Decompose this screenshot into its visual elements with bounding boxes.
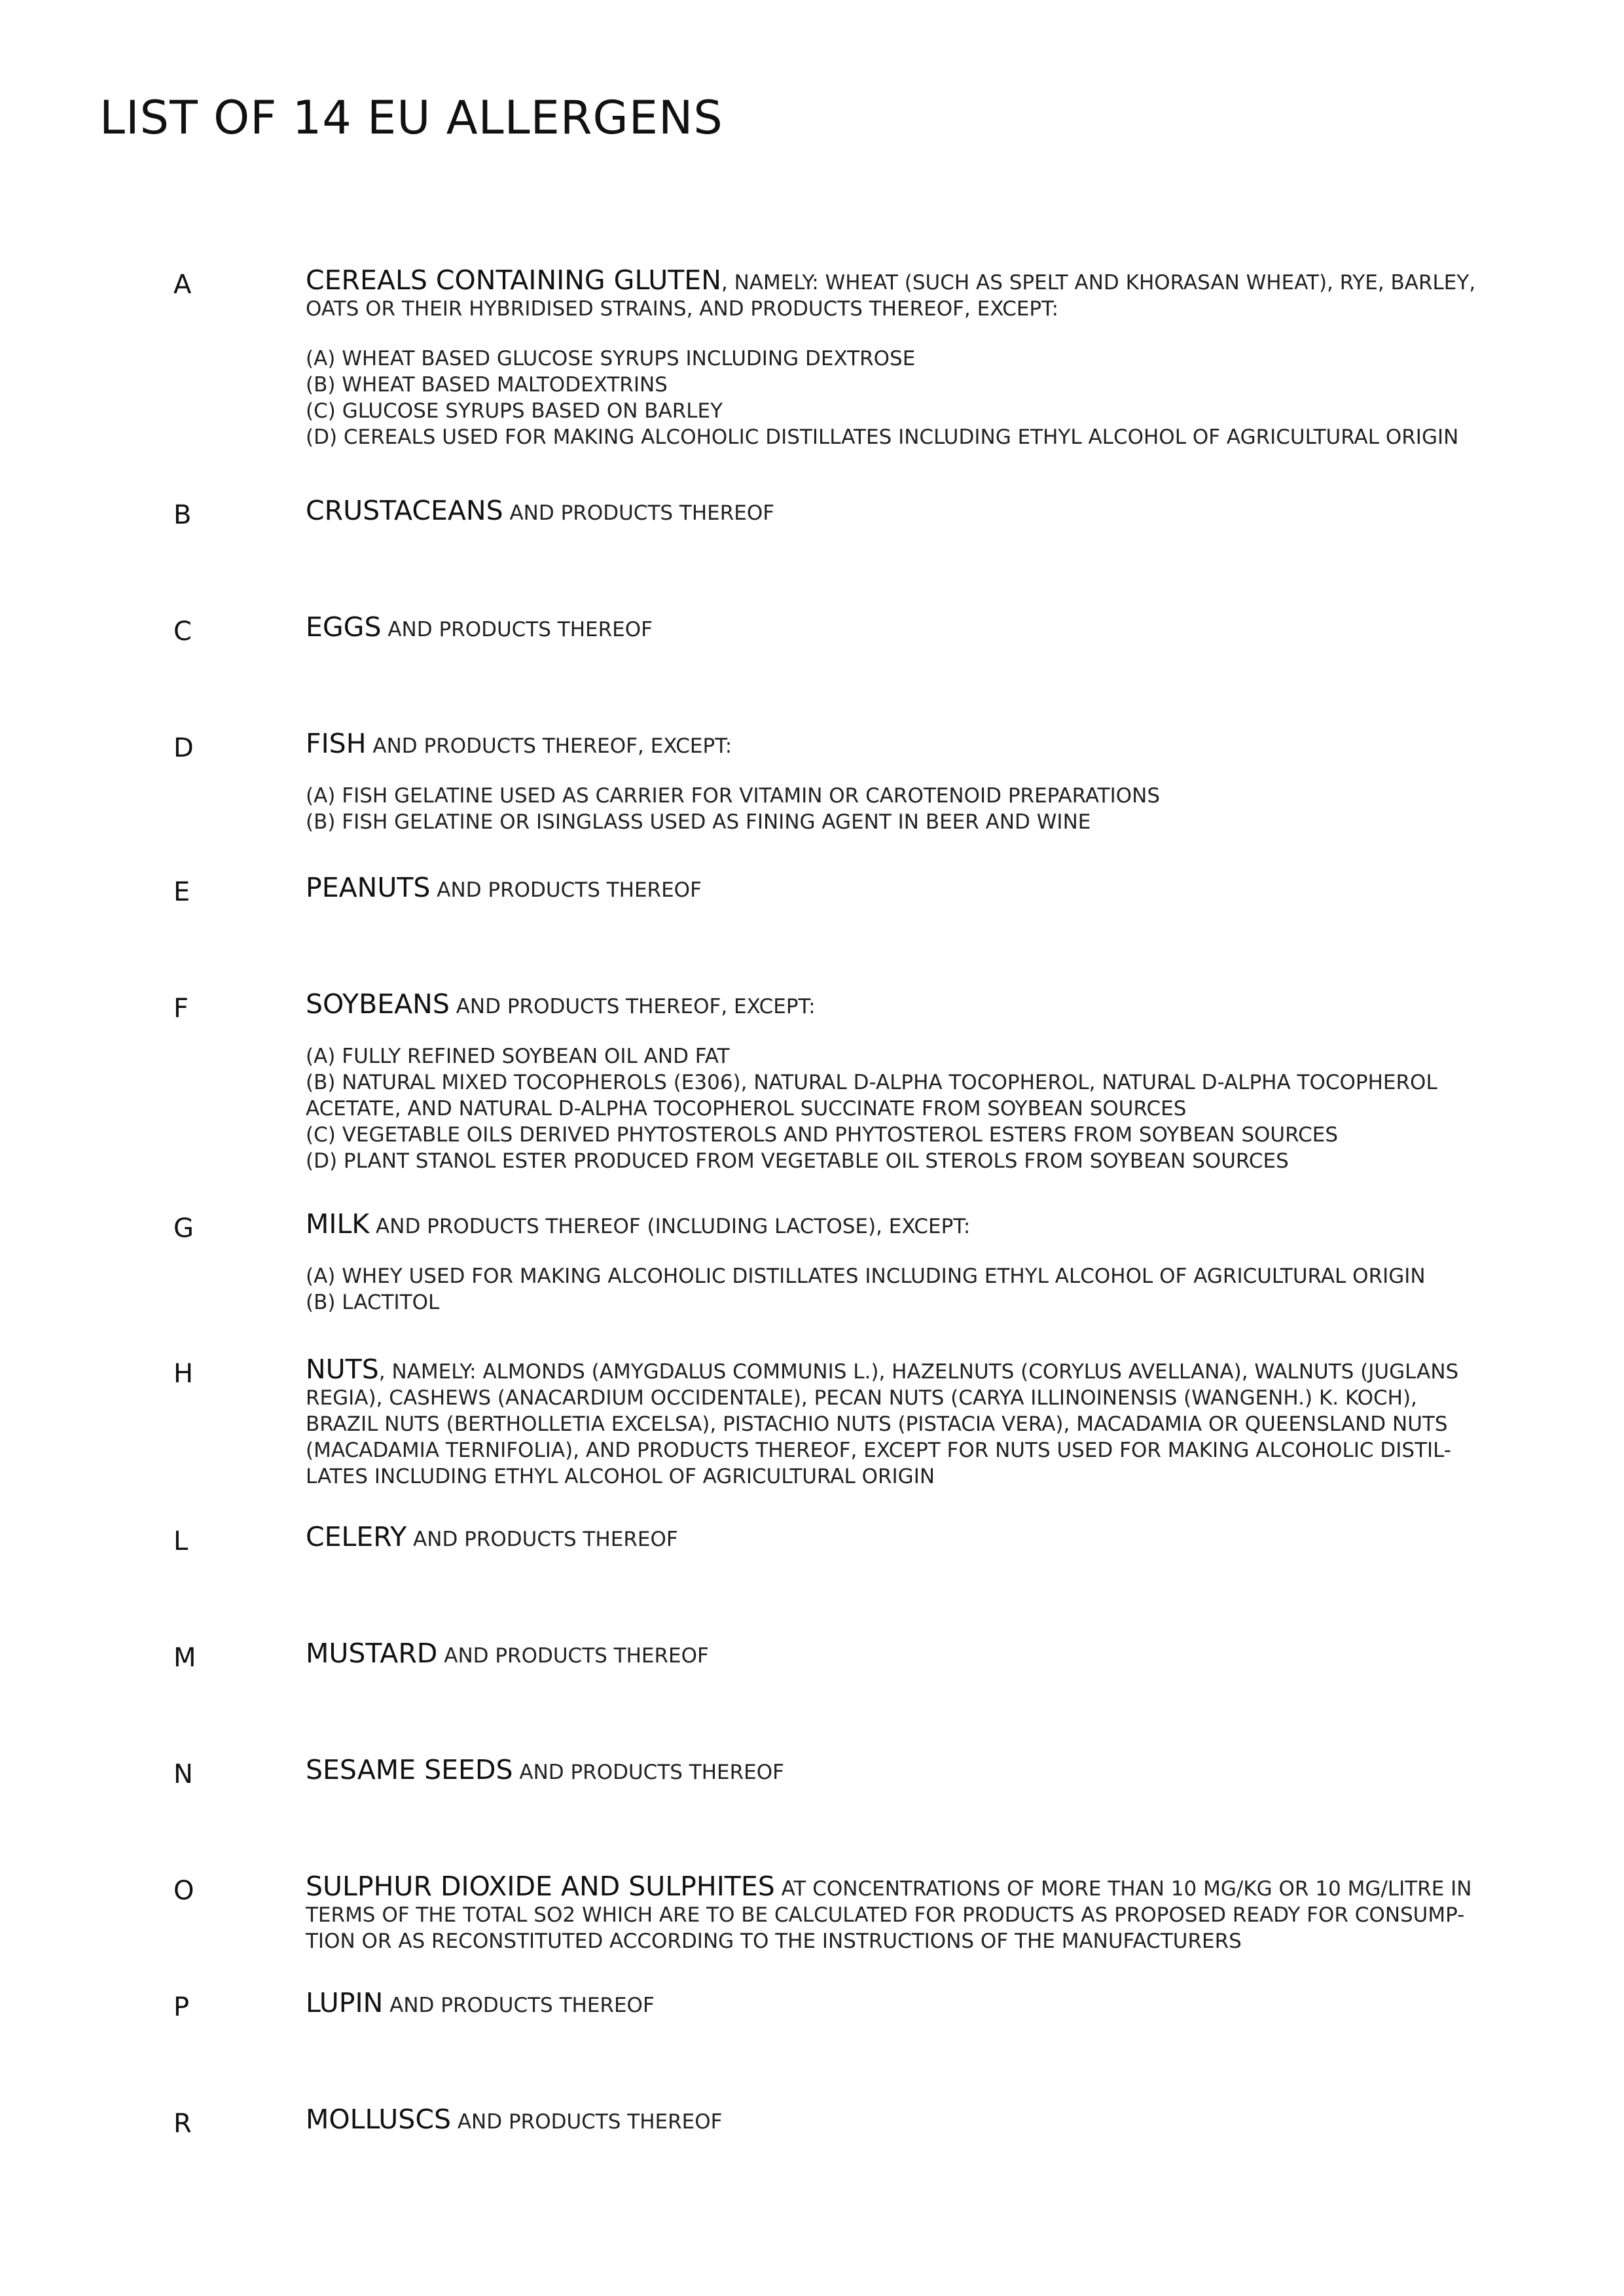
allergen-body bbox=[306, 1873, 1477, 1954]
allergen-body bbox=[306, 1356, 1477, 1490]
exception-item: (B) NATURAL MIXED TOCOPHEROLS (E306), NATURAL D-ALPHA TOCOPHEROL, NATURAL D-ALPHA TOCOPHEROL ACETATE, AND NATURAL D-ALPHA TOCOPHEROL SUCCINATE FROM SOYBEAN SOURCES bbox=[306, 1071, 1437, 1121]
allergen-letter: O bbox=[173, 1876, 194, 1906]
allergen-body bbox=[306, 874, 1477, 903]
allergen-description: AND PRODUCTS THEREOF bbox=[406, 1528, 678, 1551]
allergen-description: AND PRODUCTS THEREOF (INCLUDING LACTOSE), EXCEPT: bbox=[369, 1215, 971, 1238]
allergen-letter: P bbox=[173, 1992, 190, 2022]
allergen-body bbox=[306, 988, 1477, 1174]
allergen-main-text bbox=[306, 730, 1477, 759]
exception-list bbox=[306, 783, 1477, 835]
exception-item: (A) FULLY REFINED SOYBEAN OIL AND FAT bbox=[306, 1045, 730, 1068]
allergen-main-text bbox=[306, 1754, 1477, 1785]
allergen-name: LUPIN bbox=[306, 1987, 384, 2018]
allergen-letter: C bbox=[173, 617, 192, 647]
exception-item: (B) WHEAT BASED MALTODEXTRINS bbox=[306, 373, 668, 397]
allergen-name: MUSTARD bbox=[306, 1638, 438, 1669]
allergen-body bbox=[306, 611, 1477, 643]
allergen-letter: B bbox=[173, 500, 192, 530]
allergen-main-text bbox=[306, 1356, 1477, 1490]
allergen-description: AND PRODUCTS THEREOF bbox=[383, 1994, 655, 2017]
allergen-letter: E bbox=[173, 877, 190, 907]
allergen-body bbox=[306, 1987, 1477, 2018]
allergen-letter: F bbox=[173, 994, 189, 1024]
allergen-body bbox=[306, 1640, 1477, 1669]
allergen-letter: R bbox=[173, 2109, 192, 2139]
allergen-main-text bbox=[306, 1873, 1477, 1954]
allergen-description: AND PRODUCTS THEREOF bbox=[503, 501, 775, 525]
allergen-body bbox=[306, 1521, 1477, 1552]
exception-item: (B) FISH GELATINE OR ISINGLASS USED AS FINING AGENT IN BEER AND WINE bbox=[306, 810, 1091, 834]
allergen-description: AND PRODUCTS THEREOF, EXCEPT: bbox=[449, 995, 816, 1018]
allergen-name: NUTS bbox=[306, 1354, 379, 1385]
allergen-description: AND PRODUCTS THEREOF, EXCEPT: bbox=[366, 734, 732, 758]
allergen-body bbox=[306, 1208, 1477, 1316]
exception-item: (D) CEREALS USED FOR MAKING ALCOHOLIC DISTILLATES INCLUDING ETHYL ALCOHOL OF AGRICULTURAL ORIGIN bbox=[306, 425, 1459, 449]
allergen-name: CEREALS CONTAINING GLUTEN bbox=[306, 264, 721, 296]
allergen-description: AND PRODUCTS THEREOF bbox=[450, 2110, 723, 2134]
allergen-description: AT CONCENTRATIONS OF MORE THAN 10 MG/KG OR 10 MG/LITRE IN TERMS OF THE TOTAL SO2 WHICH ARE TO BE CALCULATED FOR PRODUCTS AS PROPOSED READY FOR CONSUMP-TION OR AS RECONSTITUTED ACCORDING TO THE INSTRUCTIONS OF THE MANUFACTURERS bbox=[306, 1877, 1472, 1953]
allergen-letter: M bbox=[173, 1643, 196, 1673]
allergen-name: CRUSTACEANS bbox=[306, 495, 503, 526]
allergen-description: AND PRODUCTS THEREOF bbox=[381, 618, 653, 641]
allergen-body bbox=[306, 2106, 1477, 2135]
exception-item: (D) PLANT STANOL ESTER PRODUCED FROM VEGETABLE OIL STEROLS FROM SOYBEAN SOURCES bbox=[306, 1149, 1289, 1173]
page-title: LIST OF 14 EU ALLERGENS bbox=[99, 91, 723, 145]
exception-list bbox=[306, 1043, 1477, 1174]
allergen-name: SESAME SEEDS bbox=[306, 1754, 513, 1785]
allergen-letter: A bbox=[173, 270, 192, 300]
allergen-body bbox=[306, 497, 1477, 526]
allergen-name: MILK bbox=[306, 1208, 370, 1240]
allergen-name: EGGS bbox=[306, 611, 382, 643]
allergen-name: PEANUTS bbox=[306, 872, 431, 903]
exception-item: (A) FISH GELATINE USED AS CARRIER FOR VITAMIN OR CAROTENOID PREPARATIONS bbox=[306, 784, 1161, 808]
exception-item: (C) GLUCOSE SYRUPS BASED ON BARLEY bbox=[306, 399, 723, 423]
allergen-description: , NAMELY: ALMONDS (AMYGDALUS COMMUNIS L.), HAZELNUTS (CORYLUS AVELLANA), WALNUTS (JUGLANS REGIA), CASHEWS (ANACARDIUM OCCIDENTALE), PECAN NUTS (CARYA ILLINOINENSIS (WANGENH.) K. KOCH), BRAZIL NUTS (BERTHOLLETIA EXCELSA), PISTACHIO NUTS (PISTACIA VERA), MACADAMIA OR QUEENSLAND NUTS (MACADAMIA TERNIFOLIA), AND PRODUCTS THEREOF, EXCEPT FOR NUTS USED FOR MAKING ALCOHOLIC DISTIL-LATES INCLUDING ETHYL ALCOHOL OF AGRICULTURAL ORIGIN bbox=[306, 1360, 1459, 1488]
allergen-main-text bbox=[306, 874, 1477, 903]
allergen-main-text bbox=[306, 988, 1477, 1020]
allergen-main-text bbox=[306, 2106, 1477, 2135]
allergen-body bbox=[306, 264, 1477, 450]
allergen-main-text bbox=[306, 264, 1477, 322]
allergen-main-text bbox=[306, 1987, 1477, 2018]
exception-item: (B) LACTITOL bbox=[306, 1291, 440, 1314]
allergen-letter: H bbox=[173, 1359, 194, 1389]
allergen-main-text bbox=[306, 611, 1477, 643]
allergen-name: SOYBEANS bbox=[306, 988, 450, 1020]
allergen-main-text bbox=[306, 1208, 1477, 1240]
allergen-name: SULPHUR DIOXIDE AND SULPHITES bbox=[306, 1871, 775, 1902]
allergen-name: FISH bbox=[306, 728, 367, 759]
allergen-main-text bbox=[306, 1521, 1477, 1552]
allergen-name: MOLLUSCS bbox=[306, 2104, 451, 2135]
allergen-letter: D bbox=[173, 733, 194, 763]
exception-item: (A) WHEAT BASED GLUCOSE SYRUPS INCLUDING DEXTROSE bbox=[306, 347, 916, 370]
allergen-body bbox=[306, 730, 1477, 835]
allergen-description: AND PRODUCTS THEREOF bbox=[513, 1761, 784, 1784]
exception-list bbox=[306, 1263, 1477, 1316]
allergen-letter: N bbox=[173, 1759, 193, 1789]
allergen-letter: G bbox=[173, 1213, 194, 1244]
allergen-body bbox=[306, 1754, 1477, 1785]
exception-item: (A) WHEY USED FOR MAKING ALCOHOLIC DISTILLATES INCLUDING ETHYL ALCOHOL OF AGRICULTURAL ORIGIN bbox=[306, 1265, 1426, 1288]
allergen-main-text bbox=[306, 497, 1477, 526]
allergen-name: CELERY bbox=[306, 1521, 407, 1552]
exception-item: (C) VEGETABLE OILS DERIVED PHYTOSTEROLS AND PHYTOSTEROL ESTERS FROM SOYBEAN SOURCES bbox=[306, 1123, 1339, 1147]
allergen-main-text bbox=[306, 1640, 1477, 1669]
allergen-description: AND PRODUCTS THEREOF bbox=[430, 878, 702, 902]
exception-list bbox=[306, 346, 1477, 450]
allergen-description: AND PRODUCTS THEREOF bbox=[437, 1644, 709, 1668]
allergen-description: , NAMELY: WHEAT (SUCH AS SPELT AND KHORASAN WHEAT), RYE, BARLEY, OATS OR THEIR HYBRIDISED STRAINS, AND PRODUCTS THEREOF, EXCEPT: bbox=[306, 271, 1476, 321]
allergen-letter: L bbox=[173, 1526, 189, 1556]
